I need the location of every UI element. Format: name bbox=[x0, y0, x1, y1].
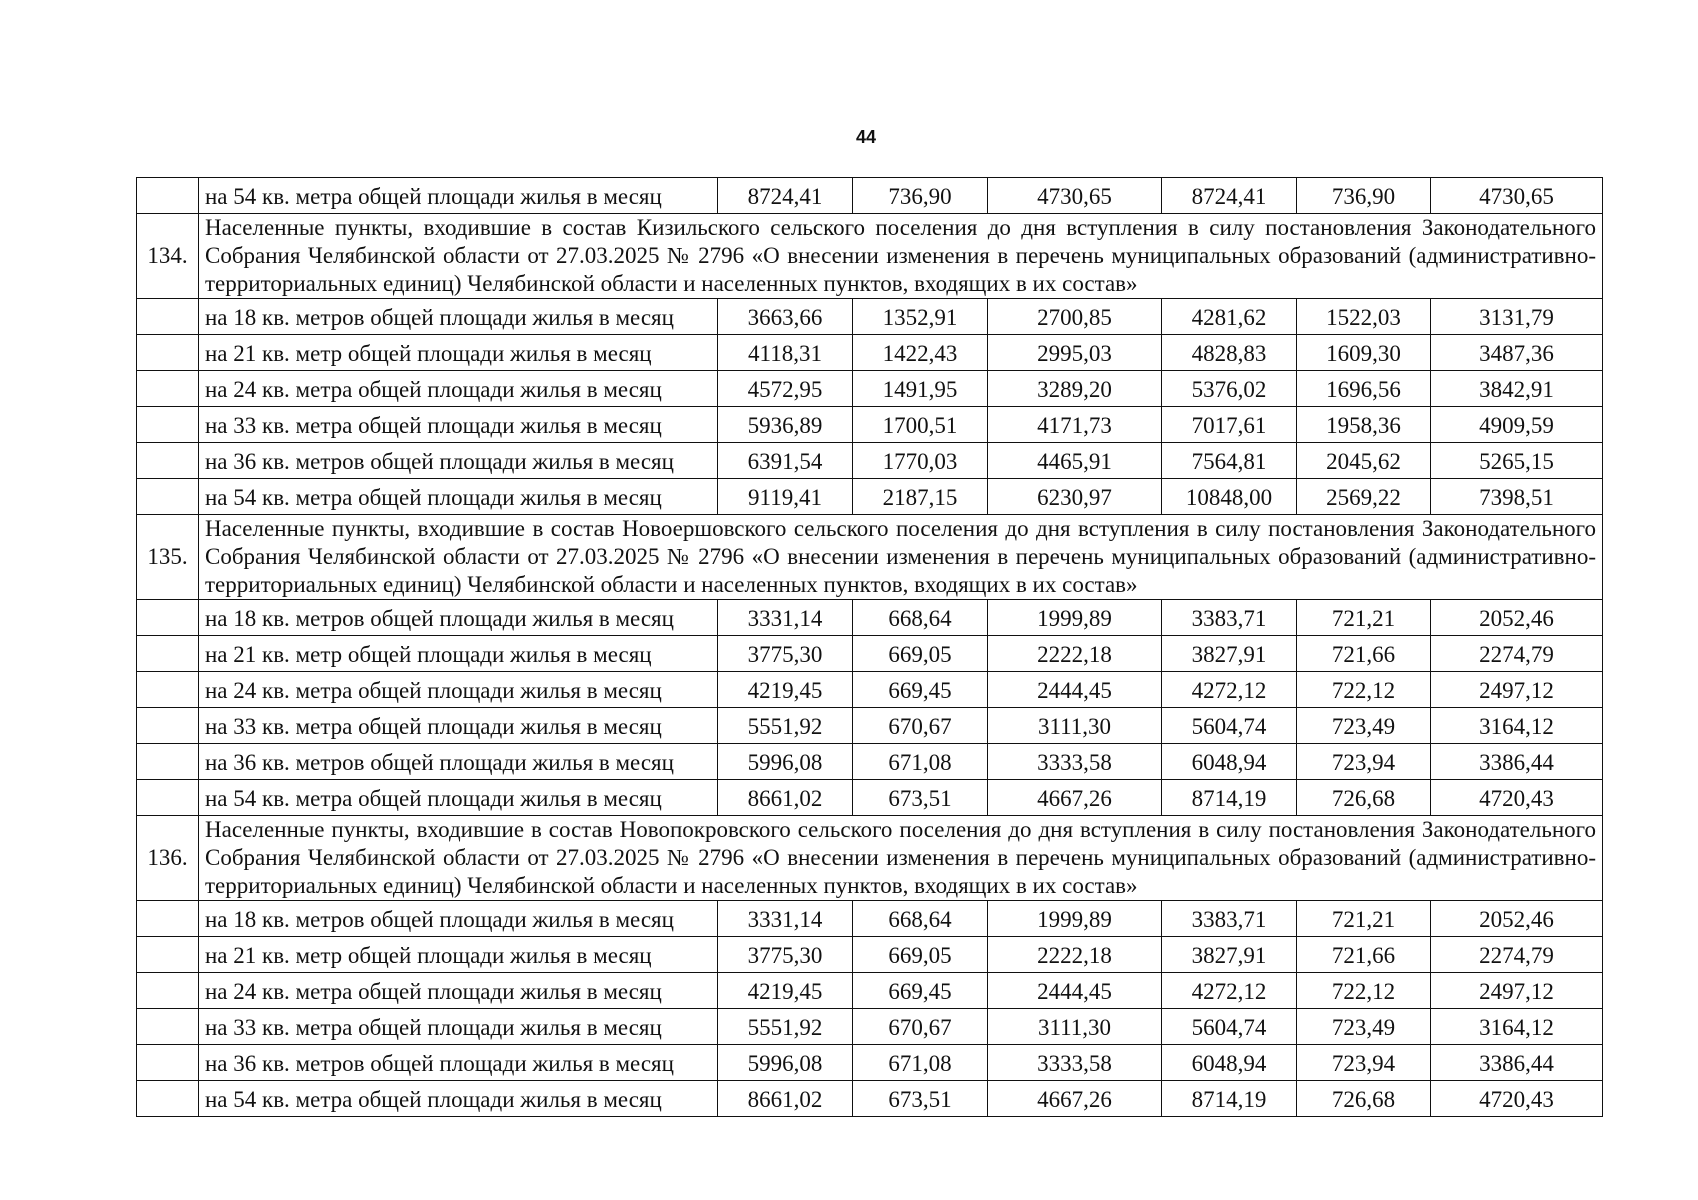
section-heading: Населенные пункты, входившие в состав Кизильского сельского поселения до дня вступления в силу постановления Законодательного Собрания Челябинской области от 27.03.2025 № 2796 «О внесении изменения в перечень муниципальных образований (административно-территориальных единиц) Челябинской области и населенных пунктов, входящих в их состав» bbox=[199, 214, 1603, 299]
value-cell: 4667,26 bbox=[988, 780, 1162, 816]
table-row bbox=[137, 299, 1603, 335]
table-row bbox=[137, 744, 1603, 780]
section-heading-row bbox=[137, 816, 1603, 901]
value-cell: 2569,22 bbox=[1297, 479, 1431, 515]
table-row bbox=[137, 407, 1603, 443]
section-heading: Населенные пункты, входившие в состав Новопокровского сельского поселения до дня вступления в силу постановления Законодательного Собрания Челябинской области от 27.03.2025 № 2796 «О внесении изменения в перечень муниципальных образований (административно-территориальных единиц) Челябинской области и населенных пунктов, входящих в их состав» bbox=[199, 816, 1603, 901]
value-cell: 3827,91 bbox=[1162, 937, 1297, 973]
value-cell: 3164,12 bbox=[1431, 708, 1603, 744]
row-label: на 18 кв. метров общей площади жилья в месяц bbox=[199, 600, 718, 636]
value-cell: 7017,61 bbox=[1162, 407, 1297, 443]
row-number-cell bbox=[137, 1081, 199, 1117]
row-number-cell bbox=[137, 479, 199, 515]
table-row bbox=[137, 479, 1603, 515]
row-label: на 21 кв. метр общей площади жилья в месяц bbox=[199, 335, 718, 371]
value-cell: 8661,02 bbox=[718, 1081, 853, 1117]
section-number: 136. bbox=[137, 816, 199, 901]
row-label: на 24 кв. метра общей площади жилья в месяц bbox=[199, 672, 718, 708]
row-label: на 24 кв. метра общей площади жилья в месяц bbox=[199, 371, 718, 407]
value-cell: 4720,43 bbox=[1431, 780, 1603, 816]
value-cell: 726,68 bbox=[1297, 780, 1431, 816]
value-cell: 2444,45 bbox=[988, 672, 1162, 708]
value-cell: 6048,94 bbox=[1162, 744, 1297, 780]
value-cell: 4909,59 bbox=[1431, 407, 1603, 443]
value-cell: 4281,62 bbox=[1162, 299, 1297, 335]
row-label: на 33 кв. метра общей площади жилья в месяц bbox=[199, 407, 718, 443]
value-cell: 671,08 bbox=[853, 1045, 988, 1081]
value-cell: 1700,51 bbox=[853, 407, 988, 443]
table-row bbox=[137, 1081, 1603, 1117]
value-cell: 4572,95 bbox=[718, 371, 853, 407]
value-cell: 3331,14 bbox=[718, 600, 853, 636]
value-cell: 7398,51 bbox=[1431, 479, 1603, 515]
value-cell: 2052,46 bbox=[1431, 600, 1603, 636]
value-cell: 4219,45 bbox=[718, 973, 853, 1009]
value-cell: 4272,12 bbox=[1162, 973, 1297, 1009]
row-label: на 54 кв. метра общей площади жилья в месяц bbox=[199, 780, 718, 816]
row-label: на 33 кв. метра общей площади жилья в месяц bbox=[199, 1009, 718, 1045]
table-row bbox=[137, 335, 1603, 371]
value-cell: 5551,92 bbox=[718, 1009, 853, 1045]
value-cell: 721,66 bbox=[1297, 937, 1431, 973]
value-cell: 8714,19 bbox=[1162, 1081, 1297, 1117]
section-heading: Населенные пункты, входившие в состав Новоершовского сельского поселения до дня вступления в силу постановления Законодательного Собрания Челябинской области от 27.03.2025 № 2796 «О внесении изменения в перечень муниципальных образований (административно-территориальных единиц) Челябинской области и населенных пунктов, входящих в их состав» bbox=[199, 515, 1603, 600]
table-body bbox=[137, 178, 1603, 1117]
table-row bbox=[137, 178, 1603, 214]
value-cell: 1522,03 bbox=[1297, 299, 1431, 335]
row-label: на 54 кв. метра общей площади жилья в месяц bbox=[199, 479, 718, 515]
value-cell: 3383,71 bbox=[1162, 600, 1297, 636]
value-cell: 2222,18 bbox=[988, 937, 1162, 973]
table-row bbox=[137, 708, 1603, 744]
value-cell: 10848,00 bbox=[1162, 479, 1297, 515]
value-cell: 1609,30 bbox=[1297, 335, 1431, 371]
value-cell: 4219,45 bbox=[718, 672, 853, 708]
value-cell: 723,49 bbox=[1297, 708, 1431, 744]
value-cell: 2995,03 bbox=[988, 335, 1162, 371]
page-number: 44 bbox=[855, 127, 877, 147]
value-cell: 668,64 bbox=[853, 901, 988, 937]
value-cell: 8724,41 bbox=[1162, 178, 1297, 214]
value-cell: 723,94 bbox=[1297, 744, 1431, 780]
value-cell: 3131,79 bbox=[1431, 299, 1603, 335]
value-cell: 1958,36 bbox=[1297, 407, 1431, 443]
row-number-cell bbox=[137, 708, 199, 744]
row-label: на 36 кв. метров общей площади жилья в месяц bbox=[199, 443, 718, 479]
value-cell: 4730,65 bbox=[988, 178, 1162, 214]
value-cell: 2700,85 bbox=[988, 299, 1162, 335]
value-cell: 670,67 bbox=[853, 1009, 988, 1045]
row-label: на 36 кв. метров общей площади жилья в месяц bbox=[199, 744, 718, 780]
row-number-cell bbox=[137, 744, 199, 780]
value-cell: 671,08 bbox=[853, 744, 988, 780]
value-cell: 721,21 bbox=[1297, 600, 1431, 636]
row-label: на 18 кв. метров общей площади жилья в месяц bbox=[199, 901, 718, 937]
value-cell: 2187,15 bbox=[853, 479, 988, 515]
value-cell: 1352,91 bbox=[853, 299, 988, 335]
row-number-cell bbox=[137, 407, 199, 443]
row-number-cell bbox=[137, 973, 199, 1009]
row-label: на 54 кв. метра общей площади жилья в месяц bbox=[199, 1081, 718, 1117]
value-cell: 2222,18 bbox=[988, 636, 1162, 672]
value-cell: 6391,54 bbox=[718, 443, 853, 479]
table-row bbox=[137, 636, 1603, 672]
row-number-cell bbox=[137, 672, 199, 708]
value-cell: 726,68 bbox=[1297, 1081, 1431, 1117]
table-row bbox=[137, 672, 1603, 708]
value-cell: 3111,30 bbox=[988, 1009, 1162, 1045]
value-cell: 8714,19 bbox=[1162, 780, 1297, 816]
value-cell: 4272,12 bbox=[1162, 672, 1297, 708]
value-cell: 7564,81 bbox=[1162, 443, 1297, 479]
value-cell: 3487,36 bbox=[1431, 335, 1603, 371]
value-cell: 722,12 bbox=[1297, 973, 1431, 1009]
value-cell: 721,21 bbox=[1297, 901, 1431, 937]
row-number-cell bbox=[137, 636, 199, 672]
value-cell: 3289,20 bbox=[988, 371, 1162, 407]
value-cell: 669,05 bbox=[853, 937, 988, 973]
table-row bbox=[137, 973, 1603, 1009]
value-cell: 669,45 bbox=[853, 973, 988, 1009]
value-cell: 721,66 bbox=[1297, 636, 1431, 672]
value-cell: 668,64 bbox=[853, 600, 988, 636]
row-number-cell bbox=[137, 901, 199, 937]
row-label: на 36 кв. метров общей площади жилья в месяц bbox=[199, 1045, 718, 1081]
value-cell: 2274,79 bbox=[1431, 636, 1603, 672]
value-cell: 723,49 bbox=[1297, 1009, 1431, 1045]
value-cell: 723,94 bbox=[1297, 1045, 1431, 1081]
value-cell: 3775,30 bbox=[718, 636, 853, 672]
value-cell: 1770,03 bbox=[853, 443, 988, 479]
section-heading-row bbox=[137, 214, 1603, 299]
row-number-cell bbox=[137, 600, 199, 636]
row-label: на 18 кв. метров общей площади жилья в месяц bbox=[199, 299, 718, 335]
value-cell: 1696,56 bbox=[1297, 371, 1431, 407]
value-cell: 5376,02 bbox=[1162, 371, 1297, 407]
value-cell: 3663,66 bbox=[718, 299, 853, 335]
value-cell: 3164,12 bbox=[1431, 1009, 1603, 1045]
value-cell: 4730,65 bbox=[1431, 178, 1603, 214]
value-cell: 9119,41 bbox=[718, 479, 853, 515]
table-row bbox=[137, 937, 1603, 973]
table-row bbox=[137, 443, 1603, 479]
value-cell: 1999,89 bbox=[988, 901, 1162, 937]
value-cell: 3331,14 bbox=[718, 901, 853, 937]
value-cell: 5996,08 bbox=[718, 744, 853, 780]
table-row bbox=[137, 780, 1603, 816]
section-heading-row bbox=[137, 515, 1603, 600]
row-number-cell bbox=[137, 937, 199, 973]
table-row bbox=[137, 371, 1603, 407]
value-cell: 1422,43 bbox=[853, 335, 988, 371]
value-cell: 5936,89 bbox=[718, 407, 853, 443]
value-cell: 736,90 bbox=[853, 178, 988, 214]
value-cell: 5551,92 bbox=[718, 708, 853, 744]
value-cell: 3333,58 bbox=[988, 744, 1162, 780]
value-cell: 669,45 bbox=[853, 672, 988, 708]
row-number-cell bbox=[137, 335, 199, 371]
value-cell: 6048,94 bbox=[1162, 1045, 1297, 1081]
row-number-cell bbox=[137, 1009, 199, 1045]
row-number-cell bbox=[137, 178, 199, 214]
value-cell: 3827,91 bbox=[1162, 636, 1297, 672]
row-label: на 24 кв. метра общей площади жилья в месяц bbox=[199, 973, 718, 1009]
value-cell: 5604,74 bbox=[1162, 1009, 1297, 1045]
value-cell: 2497,12 bbox=[1431, 672, 1603, 708]
value-cell: 6230,97 bbox=[988, 479, 1162, 515]
value-cell: 669,05 bbox=[853, 636, 988, 672]
value-cell: 2274,79 bbox=[1431, 937, 1603, 973]
row-label: на 21 кв. метр общей площади жилья в месяц bbox=[199, 937, 718, 973]
value-cell: 3775,30 bbox=[718, 937, 853, 973]
value-cell: 5996,08 bbox=[718, 1045, 853, 1081]
value-cell: 736,90 bbox=[1297, 178, 1431, 214]
value-cell: 4667,26 bbox=[988, 1081, 1162, 1117]
row-label: на 21 кв. метр общей площади жилья в месяц bbox=[199, 636, 718, 672]
value-cell: 3842,91 bbox=[1431, 371, 1603, 407]
value-cell: 4171,73 bbox=[988, 407, 1162, 443]
row-label: на 33 кв. метра общей площади жилья в месяц bbox=[199, 708, 718, 744]
value-cell: 3386,44 bbox=[1431, 744, 1603, 780]
value-cell: 722,12 bbox=[1297, 672, 1431, 708]
value-cell: 1491,95 bbox=[853, 371, 988, 407]
section-number: 135. bbox=[137, 515, 199, 600]
value-cell: 8724,41 bbox=[718, 178, 853, 214]
value-cell: 4720,43 bbox=[1431, 1081, 1603, 1117]
tariff-table bbox=[136, 177, 1603, 1117]
value-cell: 5265,15 bbox=[1431, 443, 1603, 479]
table-row bbox=[137, 1045, 1603, 1081]
value-cell: 1999,89 bbox=[988, 600, 1162, 636]
value-cell: 5604,74 bbox=[1162, 708, 1297, 744]
value-cell: 4118,31 bbox=[718, 335, 853, 371]
row-number-cell bbox=[137, 299, 199, 335]
value-cell: 8661,02 bbox=[718, 780, 853, 816]
value-cell: 3111,30 bbox=[988, 708, 1162, 744]
value-cell: 673,51 bbox=[853, 1081, 988, 1117]
value-cell: 2444,45 bbox=[988, 973, 1162, 1009]
row-number-cell bbox=[137, 443, 199, 479]
row-number-cell bbox=[137, 371, 199, 407]
section-number: 134. bbox=[137, 214, 199, 299]
value-cell: 673,51 bbox=[853, 780, 988, 816]
value-cell: 670,67 bbox=[853, 708, 988, 744]
value-cell: 3383,71 bbox=[1162, 901, 1297, 937]
value-cell: 2052,46 bbox=[1431, 901, 1603, 937]
value-cell: 3333,58 bbox=[988, 1045, 1162, 1081]
row-number-cell bbox=[137, 780, 199, 816]
row-label: на 54 кв. метра общей площади жилья в месяц bbox=[199, 178, 718, 214]
table-row bbox=[137, 600, 1603, 636]
value-cell: 2045,62 bbox=[1297, 443, 1431, 479]
value-cell: 2497,12 bbox=[1431, 973, 1603, 1009]
row-number-cell bbox=[137, 1045, 199, 1081]
table-row bbox=[137, 901, 1603, 937]
value-cell: 4828,83 bbox=[1162, 335, 1297, 371]
value-cell: 3386,44 bbox=[1431, 1045, 1603, 1081]
table-row bbox=[137, 1009, 1603, 1045]
value-cell: 4465,91 bbox=[988, 443, 1162, 479]
